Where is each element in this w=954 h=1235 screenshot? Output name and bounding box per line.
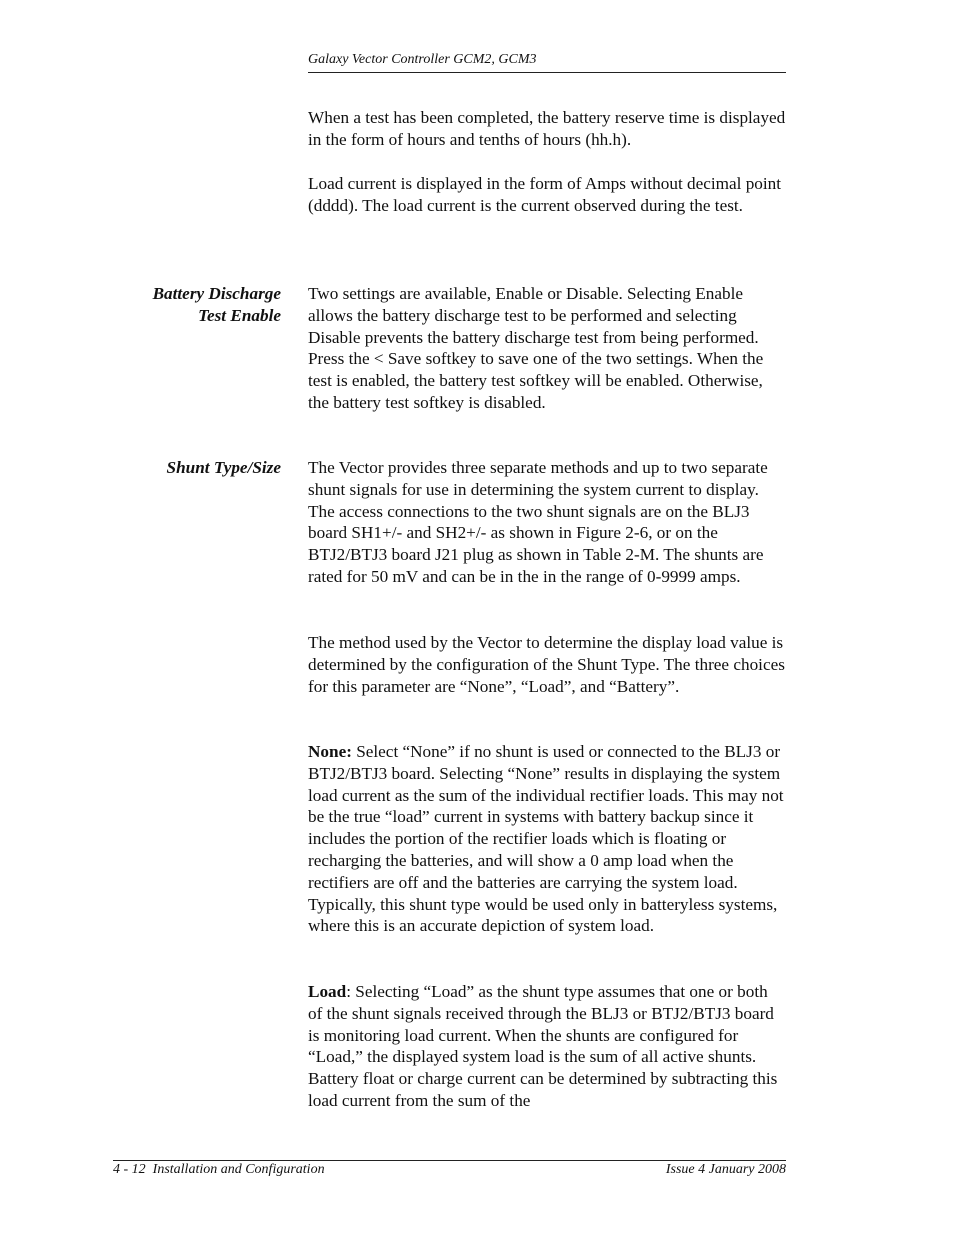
shunt-load-text xyxy=(308,981,786,1112)
intro-text-2: Load current is displayed in the form of Amps without decimal point (dddd). The load current is the current observed during the test. xyxy=(308,174,782,215)
shunt-none-text xyxy=(308,741,786,937)
shunt-text-2: The method used by the Vector to determine the display load value is determined by the configuration of the Shunt Type. The three choices for this parameter are “None”, “Load”, and “Battery”. xyxy=(308,633,785,696)
shunt-heading xyxy=(167,457,281,479)
shunt-load-paragraph xyxy=(308,981,786,1112)
battery-discharge-text: Two settings are available, Enable or Disable. Selecting Enable allows the battery discharge test to be performed and selecting Disable prevents the battery discharge test from being performed. Press the < Save softkey to save one of the two settings. When the test is enabled, the battery test softkey will be enabled. Otherwise, the battery test softkey is disabled. xyxy=(308,284,764,412)
footer-page-info: 4 - 12 Installation and Configuration xyxy=(113,1162,325,1177)
intro-text-1: When a test has been completed, the battery reserve time is displayed in the form of hours and tenths of hours (hh.h). xyxy=(308,108,786,149)
shunt-paragraph-1 xyxy=(308,457,786,588)
running-header: Galaxy Vector Controller GCM2, GCM3 xyxy=(308,52,537,67)
intro-paragraph-2 xyxy=(308,173,786,217)
battery-discharge-heading-line1: Battery Discharge xyxy=(152,284,281,303)
battery-discharge-body xyxy=(308,283,786,414)
intro-paragraph-1 xyxy=(308,107,786,151)
battery-discharge-heading-line2: Test Enable xyxy=(198,305,281,325)
shunt-load-body: : Selecting “Load” as the shunt type assumes that one or both of the shunt signals received through the BLJ3 or BTJ2/BTJ3 board is monitoring load current. When the shunts are configured for “Load,” the displayed system load is the sum of all active shunts. Battery float or charge current can be determined by subtracting this load current from the sum of the xyxy=(308,982,778,1110)
footer-rule xyxy=(113,1160,786,1161)
shunt-heading-text: Shunt Type/Size xyxy=(166,458,281,477)
battery-discharge-heading xyxy=(153,283,281,327)
shunt-none-body: Select “None” if no shunt is used or connected to the BLJ3 or BTJ2/BTJ3 board. Selecting “None” results in displaying the system load current as the sum of the individual rectifier loads. This may not be the true “load” current in systems with battery backup since it includes the portion of the rectifier loads which is floating or recharging the batteries, and will show a 0 amp load when the rectifiers are off and the batteries are carrying the system load. Typically, this shunt type would be used only in batteryless systems, where this is an accurate depiction of system load. xyxy=(308,742,784,936)
shunt-paragraph-2 xyxy=(308,632,786,697)
shunt-none-label: None: xyxy=(308,742,352,761)
shunt-load-label: Load xyxy=(308,982,347,1001)
footer-issue-date: Issue 4 January 2008 xyxy=(665,1162,786,1177)
shunt-none-paragraph xyxy=(308,741,786,937)
header-rule xyxy=(308,72,786,73)
shunt-text-1: The Vector provides three separate methods and up to two separate shunt signals for use in determining the system current to display. The access connections to the two shunt signals are on the BLJ3 board SH1+/- and SH2+/- as shown in Figure 2-6, or on the BTJ2/BTJ3 board J21 plug as shown in Table 2-M. The shunts are rated for 50 mV and can be in the in the range of 0-9999 amps. xyxy=(308,458,768,586)
